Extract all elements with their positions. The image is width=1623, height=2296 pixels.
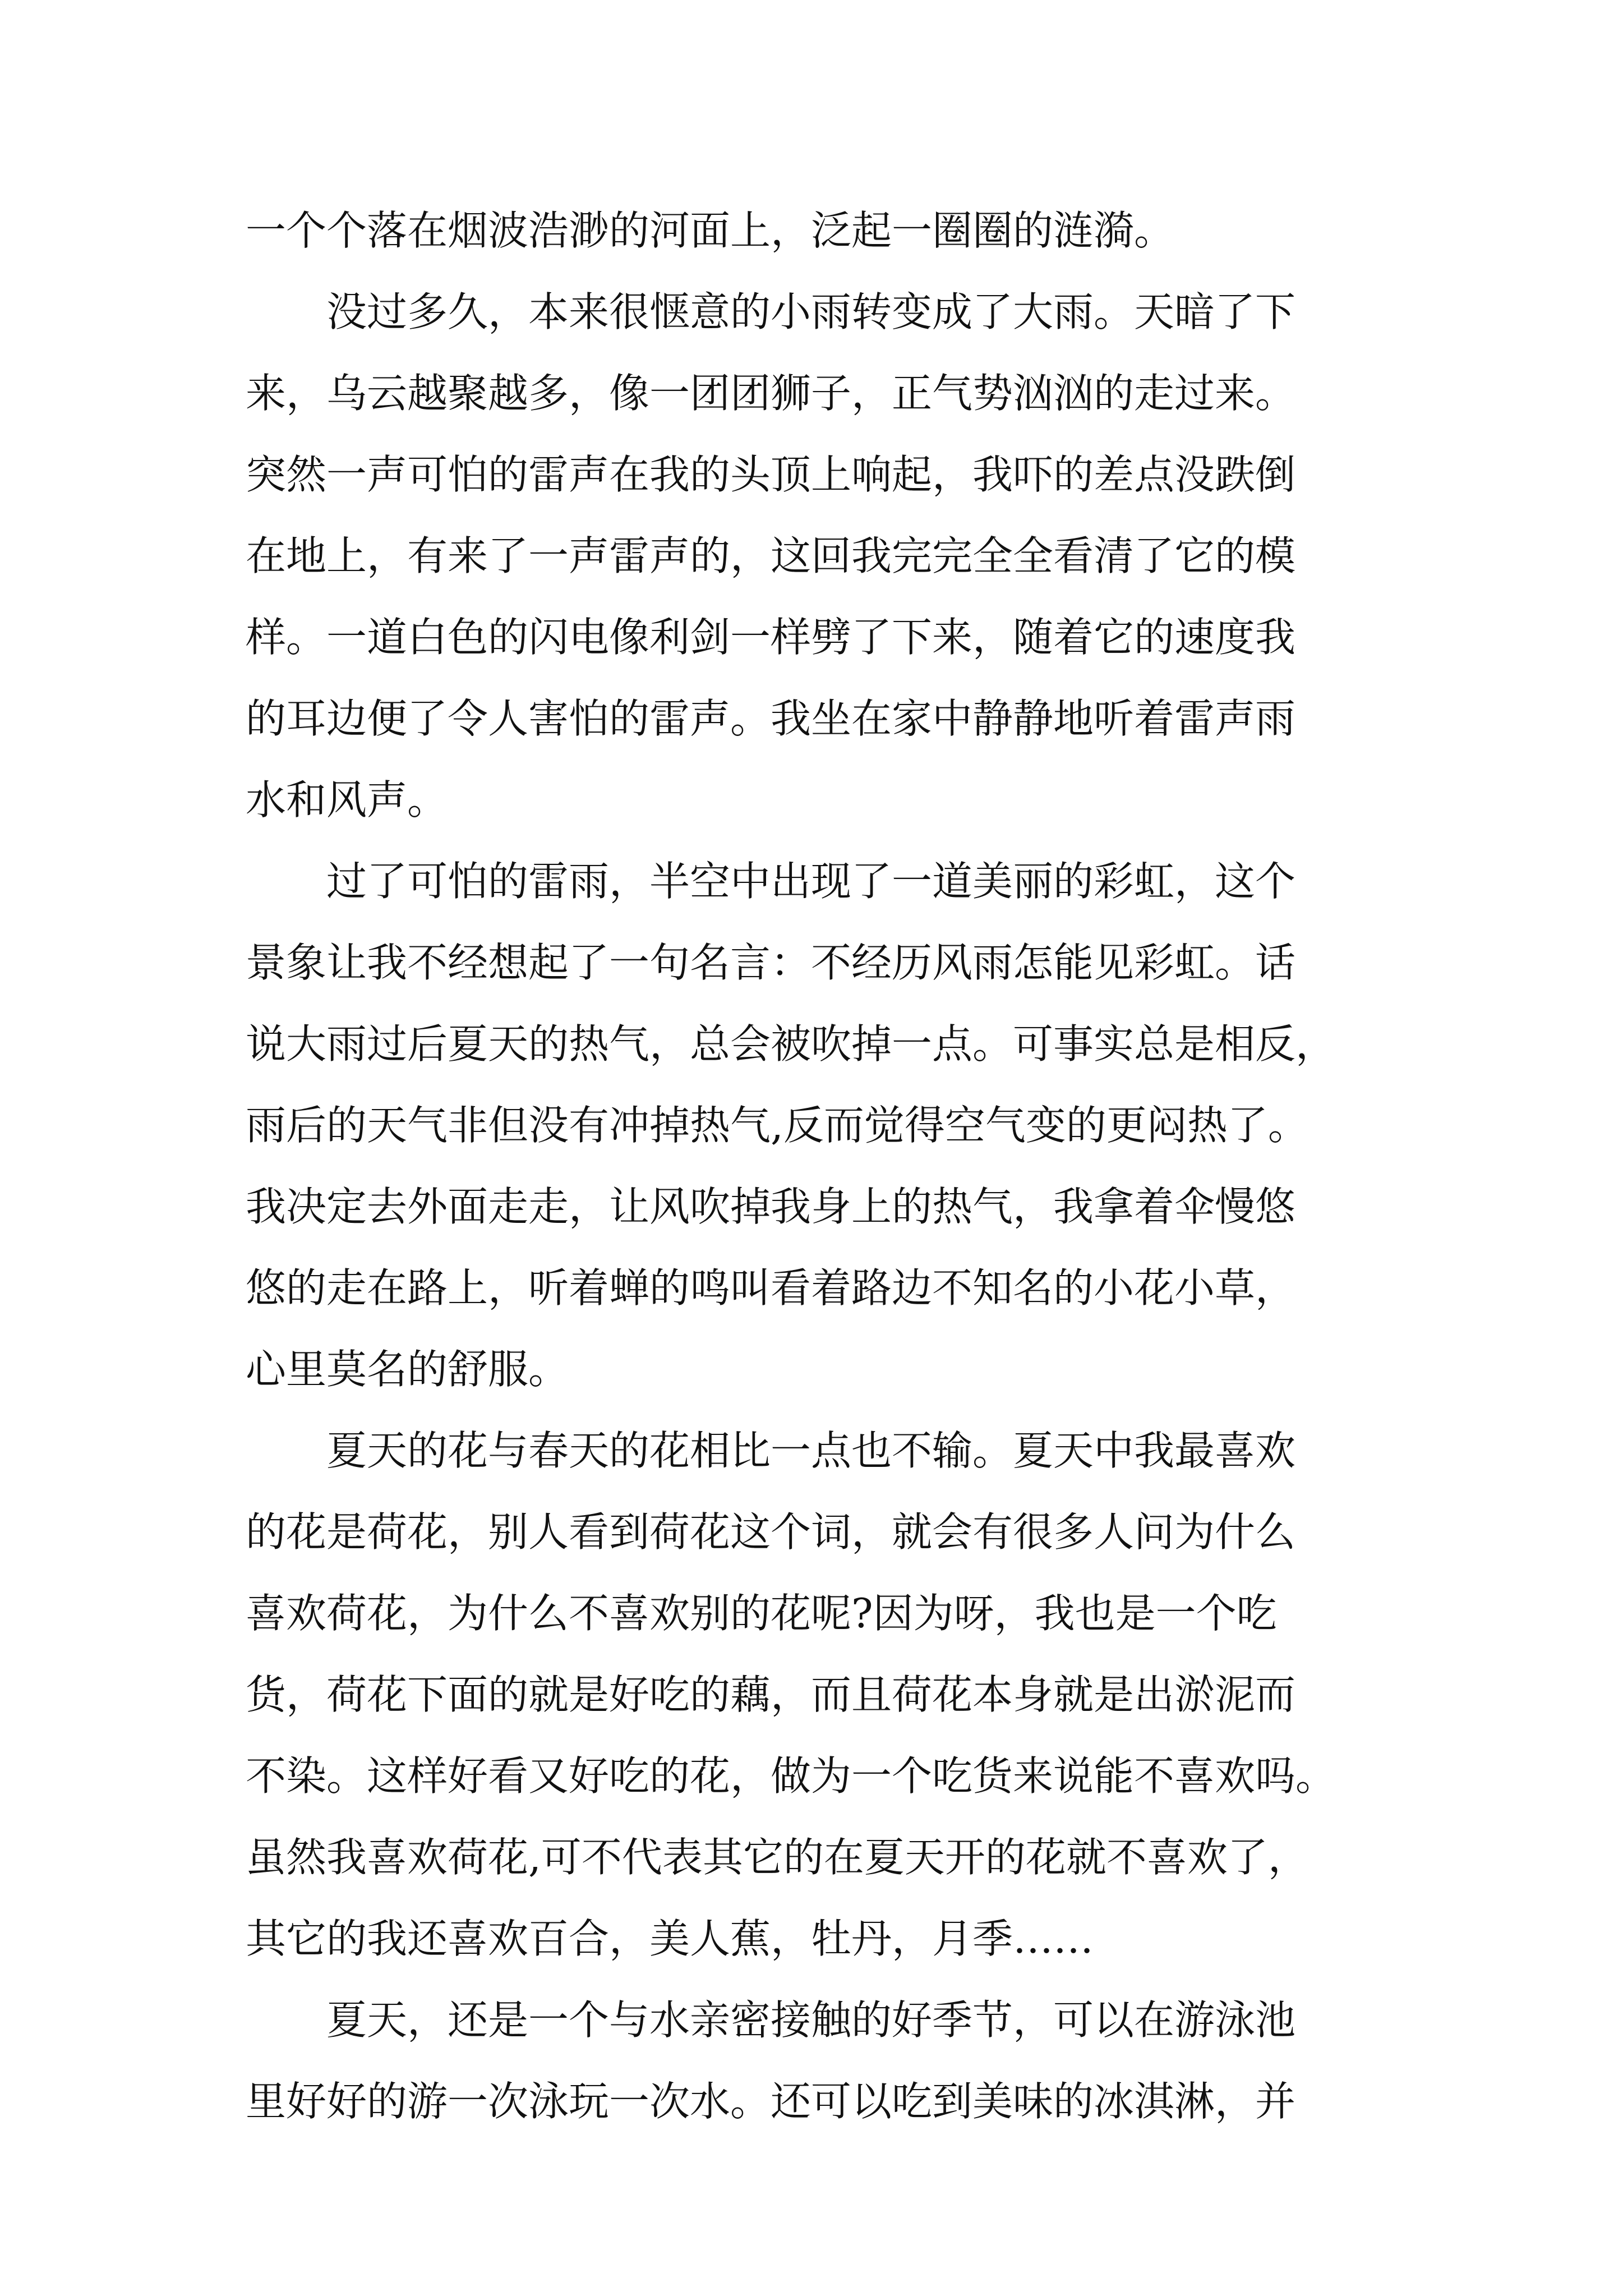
- text-line: 心里莫名的舒服。: [246, 1346, 569, 1393]
- text-line: 的耳边便了令人害怕的雷声。我坐在家中静静地听着雷声雨: [246, 695, 1296, 742]
- text-line: 夏天的花与春天的花相比一点也不输。夏天中我最喜欢: [246, 1427, 1296, 1474]
- text-line: 突然一声可怕的雷声在我的头顶上响起，我吓的差点没跌倒: [246, 451, 1296, 498]
- text-line: 不染。这样好看又好吃的花，做为一个吃货来说能不喜欢吗。: [246, 1752, 1336, 1800]
- text-line: 的花是荷花，别人看到荷花这个词，就会有很多人问为什么: [246, 1508, 1296, 1556]
- text-line: 样。一道白色的闪电像利剑一样劈了下来，随着它的速度我: [246, 614, 1296, 661]
- text-line: 景象让我不经想起了一句名言：不经历风雨怎能见彩虹。话: [246, 939, 1296, 986]
- text-line: 喜欢荷花，为什么不喜欢别的花呢?因为呀，我也是一个吃: [246, 1590, 1277, 1637]
- text-line: 悠的走在路上，听着蝉的鸣叫看着路边不知名的小花小草，: [246, 1264, 1296, 1312]
- text-line: 其它的我还喜欢百合，美人蕉，牡丹，月季……: [246, 1915, 1094, 1962]
- text-line: 我决定去外面走走，让风吹掉我身上的热气，我拿着伞慢悠: [246, 1183, 1296, 1230]
- text-line: 夏天，还是一个与水亲密接触的好季节，可以在游泳池: [246, 1996, 1296, 2044]
- text-line: 没过多久，本来很惬意的小雨转变成了大雨。天暗了下: [246, 288, 1296, 335]
- text-line: 雨后的天气非但没有冲掉热气,反而觉得空气变的更闷热了。: [246, 1102, 1308, 1149]
- text-line: 说大雨过后夏天的热气，总会被吹掉一点。可事实总是相反，: [246, 1020, 1336, 1068]
- text-line: 货，荷花下面的就是好吃的藕，而且荷花本身就是出淤泥而: [246, 1671, 1296, 1718]
- text-line: 在地上，有来了一声雷声的，这回我完完全全看清了它的模: [246, 532, 1296, 579]
- text-line: 过了可怕的雷雨，半空中出现了一道美丽的彩虹，这个: [246, 858, 1296, 905]
- text-line: 来，乌云越聚越多，像一团团狮子，正气势汹汹的走过来。: [246, 370, 1296, 417]
- text-line: 里好好的游一次泳玩一次水。还可以吃到美味的冰淇淋，并: [246, 2078, 1296, 2125]
- text-line: 虽然我喜欢荷花,可不代表其它的在夏天开的花就不喜欢了，: [246, 1834, 1308, 1881]
- text-line: 水和风声。: [246, 776, 448, 823]
- text-line: 一个个落在烟波浩渺的河面上，泛起一圈圈的涟漪。: [246, 207, 1175, 254]
